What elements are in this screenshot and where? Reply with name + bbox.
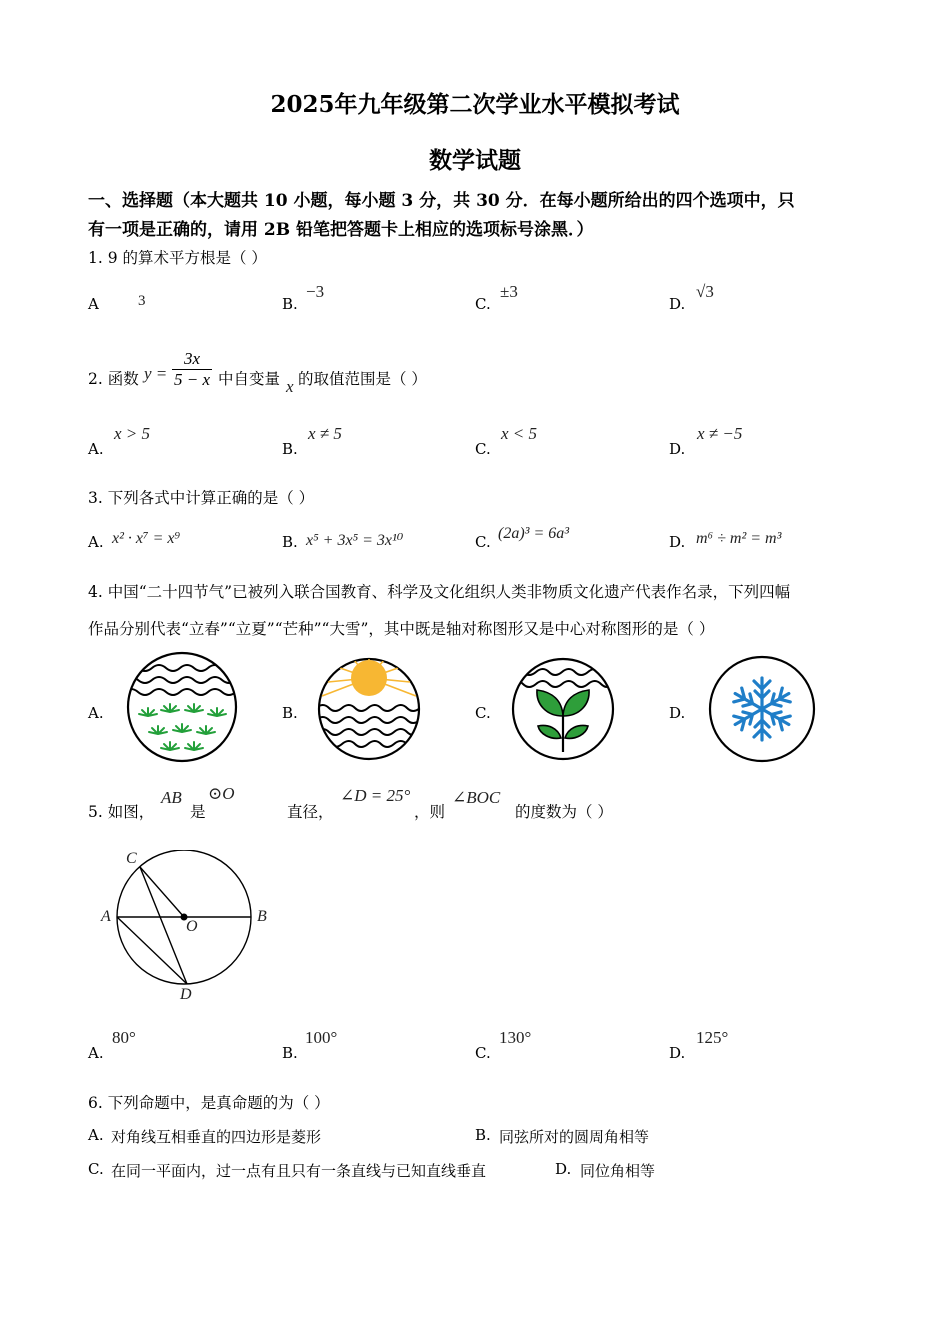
q2-fraction — [172, 349, 212, 390]
chord-cd — [140, 867, 187, 984]
label-c: C — [126, 850, 137, 867]
q5-angle-d: ∠D = 25° — [340, 786, 411, 805]
q1-option-a-label: A — [88, 295, 99, 313]
sun-icon — [351, 660, 387, 696]
wave-3 — [316, 729, 422, 735]
q1-stem: 1. 9 的算术平方根是（ ） — [88, 249, 267, 267]
wave-3 — [124, 689, 236, 695]
q4-option-b-label: B. — [282, 704, 298, 722]
q3-option-b-label: B. — [282, 533, 298, 551]
lixia-figure — [316, 656, 422, 762]
q5-ab: AB — [161, 788, 182, 807]
wave-2 — [316, 717, 422, 723]
q5-suffix: 的度数为（ ） — [515, 803, 613, 821]
q5-option-a-label: A. — [88, 1044, 104, 1062]
q2-middle: 中自变量 — [218, 370, 281, 388]
q6-option-d-label: D. — [555, 1160, 572, 1178]
q5-option-d-label: D. — [669, 1044, 686, 1062]
q2-formula-lhs: y = — [144, 364, 168, 383]
q2-option-a-value: x > 5 — [114, 424, 151, 443]
q5-option-c-value: 130° — [499, 1028, 532, 1047]
lichun-figure — [124, 650, 240, 764]
q5-is: 是 — [190, 803, 206, 821]
q5-angle-boc: ∠BOC — [452, 788, 501, 807]
segment-ad — [117, 917, 187, 984]
q1-option-a-value: 3 — [138, 293, 146, 309]
q2-option-c-label: C. — [475, 440, 491, 458]
q6-option-b-text: 同弦所对的圆周角相等 — [499, 1128, 650, 1146]
q1-option-b-value: −3 — [306, 282, 325, 301]
q6-option-d-text: 同位角相等 — [580, 1162, 656, 1180]
grass-icon — [139, 704, 226, 750]
q4-line2: 作品分别代表“立春”“立夏”“芒种”“大雪”，其中既是轴对称图形又是中心对称图形的是（ ） — [88, 620, 715, 638]
q3-option-c-value: (2a)³ = 6a³ — [498, 525, 570, 542]
q5-option-c-label: C. — [475, 1044, 491, 1062]
q6-option-a-label: A. — [88, 1126, 104, 1144]
q4-option-c-label: C. — [475, 704, 491, 722]
q6-option-c-text: 在同一平面内，过一点有且只有一条直线与已知直线垂直 — [111, 1162, 487, 1180]
q5-option-b-value: 100° — [305, 1028, 338, 1047]
wave-2 — [124, 677, 236, 683]
sprout-icon — [537, 690, 589, 752]
q2-suffix: 的取值范围是（ ） — [298, 370, 427, 388]
q6-option-c-label: C. — [88, 1160, 104, 1178]
wave-1 — [316, 705, 422, 711]
q6-stem: 6. 下列命题中，是真命题的为（ ） — [88, 1094, 330, 1112]
q5-prefix: 5. 如图， — [88, 803, 155, 821]
q5-option-b-label: B. — [282, 1044, 298, 1062]
exam-title: 2025年九年级第二次学业水平模拟考试 — [270, 91, 680, 118]
q1-option-d-value: √3 — [696, 282, 714, 301]
q4-option-a-label: A. — [88, 704, 104, 722]
q2-option-b-label: B. — [282, 440, 298, 458]
mangzhong-figure — [510, 656, 616, 762]
wave-2 — [510, 681, 616, 687]
q1-option-c-value: ±3 — [500, 282, 518, 301]
q3-option-a-label: A. — [88, 533, 104, 551]
snowflake-icon — [731, 678, 793, 740]
q5-then: ，则 — [414, 803, 446, 821]
q5-diam: 直径， — [287, 803, 334, 821]
q3-stem: 3. 下列各式中计算正确的是（ ） — [88, 489, 315, 507]
lichun-circle — [128, 653, 236, 761]
q2-fraction-numerator: 3x — [172, 349, 212, 370]
q2-option-d-label: D. — [669, 440, 686, 458]
q2-option-b-value: x ≠ 5 — [308, 424, 342, 443]
q2-fraction-denominator: 5 − x — [174, 370, 211, 389]
label-b: B — [257, 908, 267, 925]
q2-option-a-label: A. — [88, 440, 104, 458]
q5-option-d-value: 125° — [696, 1028, 729, 1047]
q1-option-d-label: D. — [669, 295, 686, 313]
q6-option-b-label: B. — [475, 1126, 491, 1144]
q6-option-a-text: 对角线互相垂直的四边形是菱形 — [111, 1128, 322, 1146]
segment-co — [140, 867, 184, 917]
q2-prefix: 2. 函数 — [88, 370, 139, 388]
q3-option-b-value: x⁵ + 3x⁵ = 3x¹⁰ — [306, 532, 404, 549]
q1-option-b-label: B. — [282, 295, 298, 313]
label-d: D — [180, 986, 192, 1003]
q1-option-c-label: C. — [475, 295, 491, 313]
q3-option-c-label: C. — [475, 533, 491, 551]
label-a: A — [101, 908, 111, 925]
label-o: O — [186, 918, 198, 935]
daxue-figure — [707, 654, 817, 764]
q3-option-a-value: x² · x⁷ = x⁹ — [112, 530, 181, 547]
q2-option-c-value: x < 5 — [501, 424, 538, 443]
q3-option-d-label: D. — [669, 533, 686, 551]
q4-option-d-label: D. — [669, 704, 686, 722]
exam-subtitle: 数学试题 — [429, 147, 521, 174]
q2-option-d-value: x ≠ −5 — [697, 424, 743, 443]
q5-option-a-value: 80° — [112, 1028, 136, 1047]
q4-line1: 4. 中国“二十四节气”已被列入联合国教育、科学及文化组织人类非物质文化遗产代表作名录，下列四幅 — [88, 583, 791, 601]
q2-var: x — [286, 377, 294, 396]
q3-option-d-value: m⁶ ÷ m² = m³ — [696, 530, 782, 547]
section-header-line2: 有一项是正确的，请用 2B 铅笔把答题卡上相应的选项标号涂黑．） — [88, 220, 594, 240]
q5-circle-o: ⊙O — [208, 784, 235, 803]
section-header-line1: 一、选择题（本大题共 10 小题，每小题 3 分，共 30 分．在每小题所给出的四个选项中，只 — [88, 191, 795, 211]
